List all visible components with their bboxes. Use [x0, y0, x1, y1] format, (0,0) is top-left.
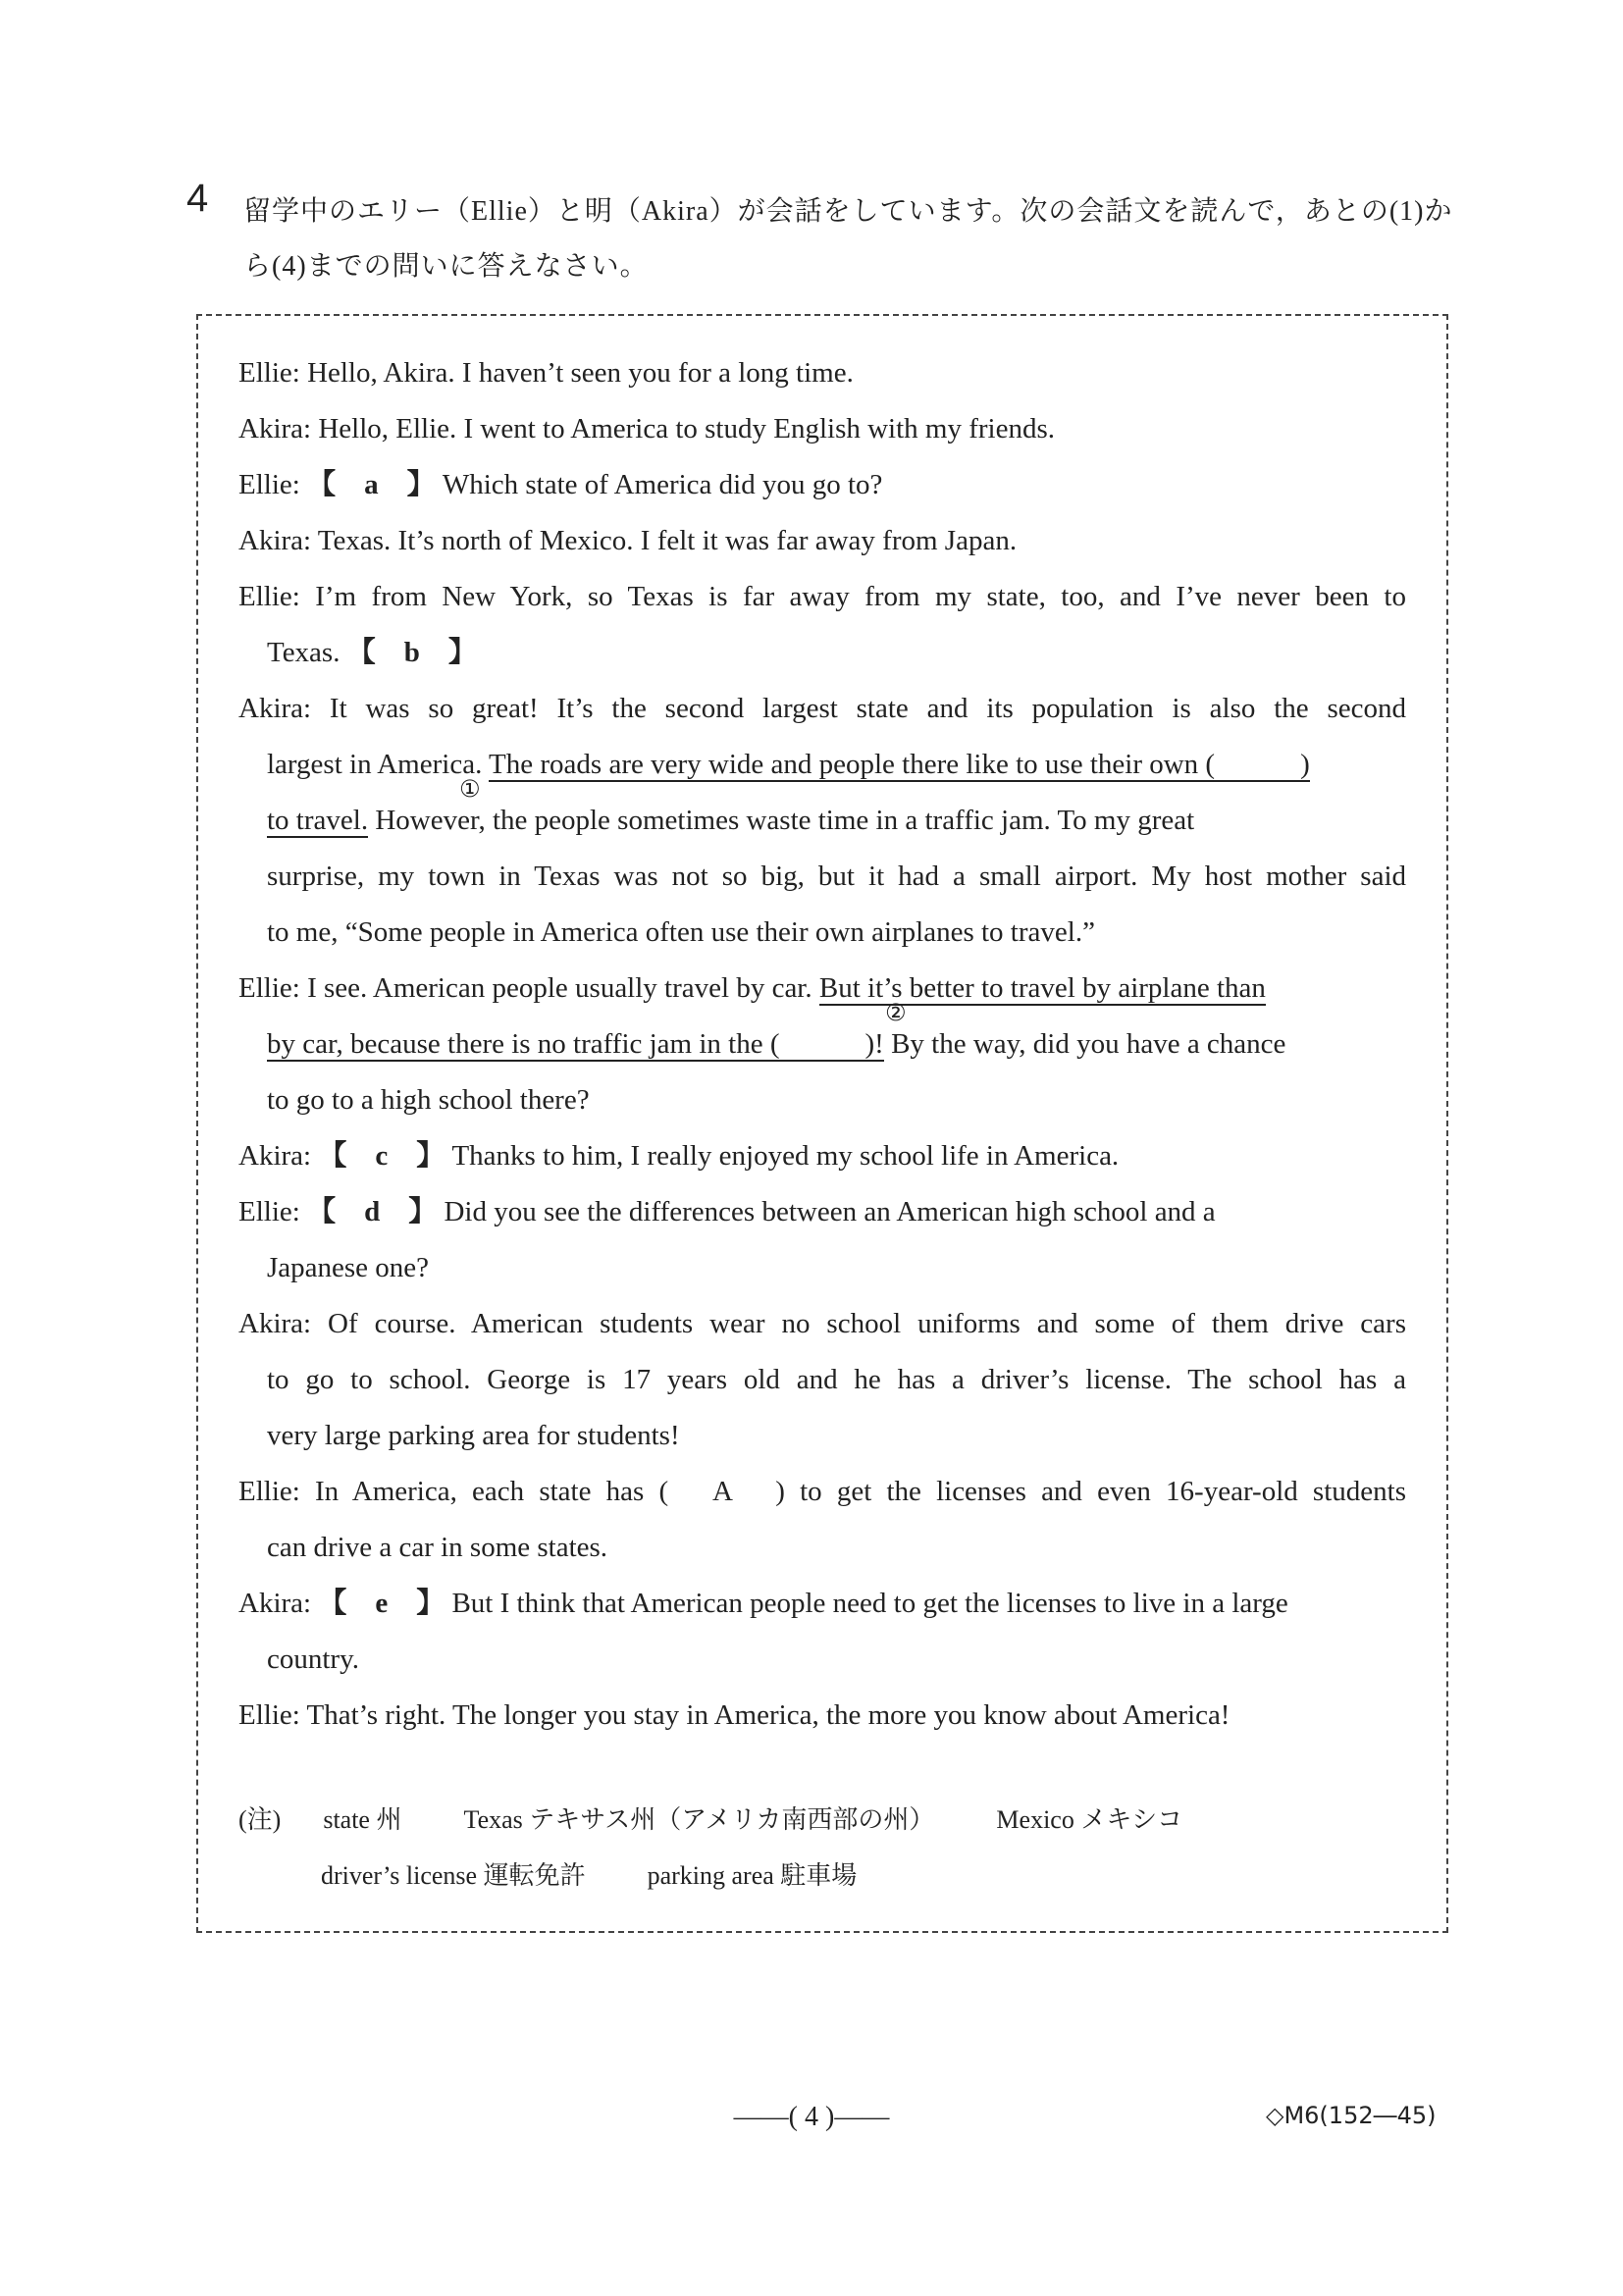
dialogue-line: Ellie: I’m from New York, so Texas is far away from my state, too, and I’ve never been to	[238, 581, 1406, 612]
dialogue-line: Akira: Hello, Ellie. I went to America to study English with my friends.	[238, 413, 1055, 444]
utterance: Texas.	[267, 637, 340, 668]
blank-b: 【 b 】	[346, 637, 477, 668]
dialogue-line	[267, 633, 1406, 672]
utterance: largest in America.	[267, 749, 483, 780]
dialogue-line: country.	[267, 1644, 359, 1675]
dialogue-line: Ellie: In America, each state has ( A ) to get the licenses and even 16-year-old students	[238, 1476, 1406, 1507]
underlined-sentence-2: But it’s better to travel by airplane than	[818, 972, 1266, 1004]
dialogue-line: Ellie: Hello, Akira. I haven’t seen you for a long time.	[238, 357, 854, 389]
utterance: But I think that American people need to get the licenses to live in a large	[451, 1588, 1288, 1619]
dialogue-line: Akira: It was so great! It’s the second largest state and its population is also the second	[238, 693, 1406, 724]
question-number: 4	[186, 177, 209, 220]
dialogue-line	[267, 1024, 1406, 1064]
note-term: state	[323, 1805, 370, 1834]
blank-d: 【 d 】	[307, 1196, 438, 1227]
dialogue-line: surprise, my town in Texas was not so big, but it had a small airport. My host mother said	[267, 861, 1406, 892]
speaker: Akira:	[238, 1140, 312, 1172]
utterance: Which state of America did you go to?	[442, 469, 883, 500]
dialogue-line	[238, 465, 1406, 504]
notes-row	[238, 1800, 1406, 1840]
dialogue-line: Ellie: That’s right. The longer you stay in America, the more you know about America!	[238, 1699, 1230, 1731]
blank-c: 【 c 】	[318, 1140, 445, 1172]
marker-1: ①	[459, 775, 481, 803]
notes-label: (注)	[238, 1805, 282, 1834]
dialogue-line: Akira: Of course. American students wear no school uniforms and some of them drive cars	[238, 1308, 1406, 1339]
speaker: Ellie:	[238, 469, 300, 500]
underlined-sentence-1: The roads are very wide and people there like to use their own ( )	[489, 749, 1310, 780]
exam-code: ◇M6(152―45)	[1266, 2102, 1437, 2129]
note-meaning: 州	[376, 1805, 402, 1834]
utterance: However, the people sometimes waste time in a traffic jam. To my great	[368, 805, 1195, 836]
dialogue-line: to go to a high school there?	[267, 1084, 590, 1116]
blank-a: 【 a 】	[307, 469, 436, 500]
question-instruction: 留学中のエリー（Ellie）と明（Akira）が会話をしています。次の会話文を読んで，あとの(1)から(4)までの問いに答えなさい。	[243, 196, 1453, 282]
marker-2: ②	[885, 999, 907, 1026]
dialogue-line: to me, “Some people in America often use their own airplanes to travel.”	[267, 916, 1095, 948]
underlined-sentence-2-end: by car, because there is no traffic jam in the ( )!	[267, 1028, 884, 1060]
note-meaning: メキシコ	[1080, 1805, 1183, 1834]
note-meaning: 運転免許	[483, 1861, 586, 1890]
note-term: Mexico	[996, 1805, 1074, 1834]
dialogue-line: can drive a car in some states.	[267, 1532, 608, 1563]
dialogue-line	[238, 968, 1406, 1008]
speaker: Ellie:	[238, 1196, 300, 1227]
note-term: parking area	[647, 1861, 774, 1890]
dialogue-line	[238, 1192, 1406, 1231]
utterance: Ellie: I see. American people usually travel by car.	[238, 972, 812, 1004]
dialogue-line: Japanese one?	[267, 1252, 430, 1283]
dialogue-line: very large parking area for students!	[267, 1420, 680, 1451]
utterance: By the way, did you have a chance	[883, 1028, 1286, 1060]
note-meaning: 駐車場	[780, 1861, 858, 1890]
utterance: Thanks to him, I really enjoyed my school life in America.	[451, 1140, 1120, 1172]
note-term: driver’s license	[321, 1861, 478, 1890]
dialogue-line	[238, 1584, 1406, 1623]
dialogue-line: to go to school. George is 17 years old and he has a driver’s license. The school has a	[267, 1364, 1406, 1395]
utterance: Did you see the differences between an American high school and a	[444, 1196, 1216, 1227]
note-meaning: テキサス州（アメリカ南西部の州）	[529, 1805, 935, 1834]
underlined-sentence-1-end: to travel.	[267, 805, 369, 836]
dialogue-line	[267, 801, 1406, 840]
dialogue-line: Akira: Texas. It’s north of Mexico. I felt it was far away from Japan.	[238, 525, 1018, 556]
page-number: ――( 4 )――	[733, 2102, 890, 2132]
dialogue-line	[267, 745, 1406, 784]
dialogue-line	[238, 1136, 1406, 1175]
notes-row	[321, 1856, 1489, 1896]
blank-e: 【 e 】	[318, 1588, 445, 1619]
note-term: Texas	[463, 1805, 523, 1834]
speaker: Akira:	[238, 1588, 312, 1619]
